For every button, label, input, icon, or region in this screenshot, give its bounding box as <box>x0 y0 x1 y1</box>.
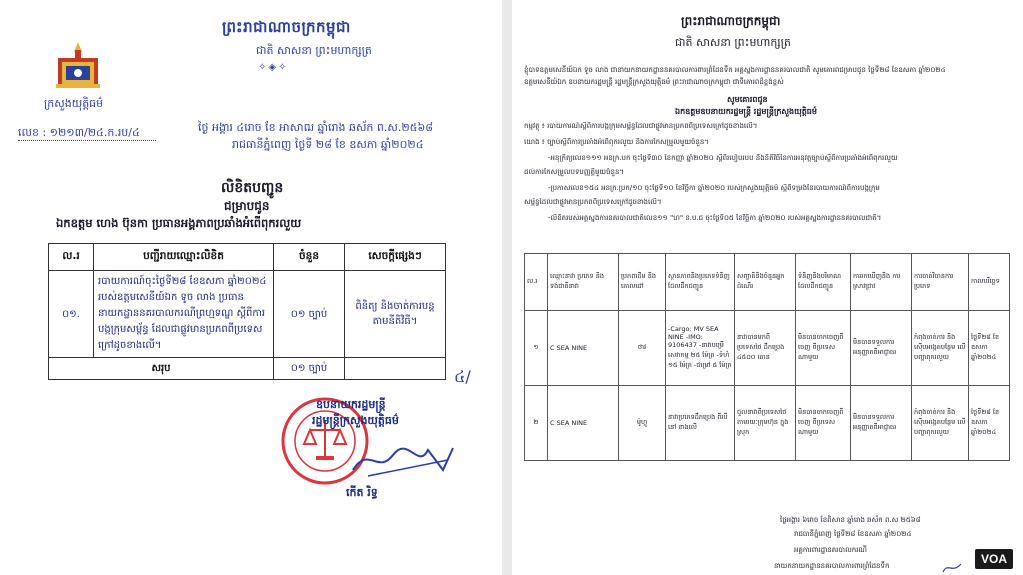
table-cell: មិនបានចាកចេញពីចេញ ពីប្រទេសណាមួយ <box>796 386 851 461</box>
table-cell: កំពុងចាត់ការ និងស៊ើបអង្កេតបន្ថែម លើបញ្ហាពុករលួយ <box>912 311 969 386</box>
reference-number: លេខ : ១២១៣/២៤.ក.រប/៤ <box>18 126 140 139</box>
col-header: ការរកឃើញនិង ការស្រាវជ្រាវ <box>851 254 912 311</box>
kingdom-heading: ព្រះរាជាណាចក្រកម្ពុជា <box>222 18 351 36</box>
table-cell: C SEA NINE <box>548 311 619 386</box>
signatory-name: កើត រិទ្ធ <box>346 486 378 499</box>
signatory-position: ឧបនាយករដ្ឋមន្ត្រី <box>316 398 386 411</box>
table-cell: ថ្ងៃទី២៨ ខែឧសភា ឆ្នាំ២០២៤ <box>969 386 1010 461</box>
recipient: ឯកឧត្តម ហេង ប៊ុនកា ប្រធានអង្គភាពប្រឆាំងអំពើពុករលួយ <box>56 216 302 230</box>
subject-line: កម្មវត្ថុ ៖ របាយការណ៍ស្តីពីការបង្កក្រុមសម្ព័ន្ធដែលជាផ្លូវមានប្រភពពីប្រទេសក្រៅដូចខាងលើ។ <box>524 122 758 130</box>
reference-line: -ប្រកាសលេខ១៥៤ អនក្រ.ប្រក/១០ ចុះថ្ងៃទី១០ ខែវិច្ឆិកា ឆ្នាំ២០២០ របស់ក្រសួងយុត្តិធម៌ ស្តីពីទម្រង់នៃរបាយការណ៍ពីការបង្កក្រុម <box>548 184 880 192</box>
row-description: របាយការណ៍ចុះថ្ងៃទី២៨ ខែឧសភា ឆ្នាំ២០២៤ របស់ឧត្តមសេនីយ៍ឯក ទូច លាង ប្រធាននាយកដ្ឋាននគរបាលករណីព្រហ្មទណ្ឌ ស្តីពីការបង្កក្រុមសម្ព័ន្ធ ដែលជាផ្លូវមានប្រភពពីប្រទេសក្រៅដូចខាងលើ។ <box>94 271 274 358</box>
total-label: សរុប <box>49 358 274 380</box>
col-header: សេចក្តីផ្សេងៗ <box>345 244 446 271</box>
col-header: ប្រភពដើម និងគោលដៅ <box>619 254 666 311</box>
col-header: ឈ្មោះនាវា ប្រភេទ និងទង់ជាតិនាវា <box>548 254 619 311</box>
table-cell: មិនបានចាកចេញពីចេញ ពីប្រទេសណាមួយ <box>796 311 851 386</box>
reference-underline <box>18 140 156 141</box>
vessel-table <box>524 253 1010 461</box>
table-cell: C SEA NINE <box>548 386 619 461</box>
table-cell: ម៉ូហ្គូ <box>619 386 666 461</box>
table-row <box>525 386 1010 461</box>
row-note: ពិនិត្យ និងចាត់ការបន្ត តាមនីតិវិធី។ <box>345 271 446 358</box>
table-cell: កំពុងចាត់ការ និងស៊ើបអង្កេតបន្ថែម លើបញ្ហាពុករលួយ <box>912 386 969 461</box>
reference-line: -លិខិតរបស់អគ្គស្នងការនគរបាលជាតិលេខ១១ "ហ" ន.ប.ជ ចុះថ្ងៃទី០៥ ខែវិច្ឆិកា ឆ្នាំ២០២០ របស់អគ្គស្នងការដ្ឋាននគរបាលជាតិ។ <box>548 214 882 222</box>
ministry-emblem-icon <box>52 40 104 92</box>
table-cell: -Cargo: MV SEA NINE -IMO: 9106437 -នាវាបម្រើសេវាកម្ម ២៥ ម៉ែត្រ -ទំហំ ១៥ ម៉ែត្រ -ជម្រៅ ៥ ម៉ែត្រ <box>666 311 735 386</box>
voa-logo: VOA <box>975 549 1013 569</box>
document-subtitle: ជម្រាបជូន <box>224 199 270 213</box>
col-header: ល.រ <box>49 244 94 271</box>
table-header-row <box>525 254 1010 311</box>
nation-motto: ជាតិ សាសនា ព្រះមហាក្សត្រ <box>256 44 372 57</box>
total-quantity: ០១ ច្បាប់ <box>274 358 345 380</box>
reference-line: ដល់ការកែសម្រួលបទបញ្ញត្តិមួយចំនួន។ <box>524 168 625 176</box>
document-divider <box>502 0 512 575</box>
table-cell: នាវាបានមកពីប្រទេសថៃ ដឹកប្រេង ៤៥០០ តោន <box>735 311 796 386</box>
reference-line: -អនុក្រឹត្យលេខ១១១ អនក្រ.បក ចុះថ្ងៃទី៣០ ខែកញ្ញា ឆ្នាំ២០២០ ស្តីពីរបៀបរបប និងនីតិវិធីនៃការអនុវត្តច្បាប់ស្តីពីការប្រឆាំងអំពើពុករលួយ <box>548 154 898 162</box>
reference-line: យោង ៖ ច្បាប់ស្តីពីការប្រឆាំងអំពើពុករលួយ និងការកែសម្រួលមួយចំនួន។ <box>524 138 709 146</box>
footer-lunar-date: ថ្ងៃអង្គារ ៦រោច ខែពិសាខ ឆ្នាំរោង ឆស័ក ព.ស ២៥៦៨ <box>780 516 921 524</box>
table-row <box>525 311 1010 386</box>
table-cell: ថ្ងៃទី២៨ ខែឧសភា ឆ្នាំ២០២៤ <box>969 311 1010 386</box>
kingdom-heading: ព្រះរាជាណាចក្រកម្ពុជា <box>681 14 781 28</box>
reference-line: សម្ព័ន្ធដែលជាផ្លូវមានប្រភពពីប្រទេសក្រៅដូចខាងលើ។ <box>524 198 662 206</box>
col-header: ចំនួន <box>274 244 345 271</box>
col-header: ទំនិញនិងបរិមាណ ដែលដឹកជញ្ជូន <box>796 254 851 311</box>
table-cell: នាវាប្រភេទដឹកប្រេង ពីរបីនៅ ខាងលើ <box>666 386 735 461</box>
table-cell: មិនបានទទួលការអនុញ្ញាតពីអាជ្ញាធរ <box>851 311 912 386</box>
row-quantity: ០១ ច្បាប់ <box>274 271 345 358</box>
footer-signatory-name: នាយកនាយកដ្ឋាននគរបាលការពារព្រំដែនទឹក <box>774 562 890 570</box>
solar-date: រាជធានីភ្នំពេញ ថ្ងៃទី ២៨ ខែ ឧសភា ឆ្នាំ២០២៤ <box>232 138 424 151</box>
col-header: ល.រ <box>525 254 548 311</box>
nation-motto: ជាតិ សាសនា ព្រះមហាក្សត្រ <box>675 36 791 49</box>
total-row <box>49 358 446 380</box>
transmittal-letter <box>0 0 502 575</box>
row-number: ០១. <box>49 271 94 358</box>
signature-icon <box>942 562 962 574</box>
table-cell: ថាវ <box>619 311 666 386</box>
intro-line: ខ្ញុំបាទឧត្តមសេនីយ៍ឯក ទូច លាង ជានាយកនាយកដ្ឋាននគរបាលការពារព្រំដែនទឹក អគ្គស្នងការដ្ឋាននគរបាលជាតិ សូមគោរពជម្រាបជូន ថ្ងៃទី២៨ ខែឧសភា ឆ្នាំ២០២៤ <box>524 66 946 74</box>
report-heading: សូមគោរពជូន <box>727 95 768 104</box>
intro-line: ឧត្តមសេនីយ៍ឯក ឧបនាយករដ្ឋមន្ត្រី រដ្ឋមន្ត្រីក្រសួងយុត្តិធម៌ ព្រះរាជាណាចក្រកម្ពុជា ជាទីគោរពដ៏ខ្ពង់ខ្ពស់ <box>524 78 784 86</box>
table-header-row <box>49 244 446 271</box>
footer-solar-date: រាជធានីភ្នំពេញ ថ្ងៃទី២៨ ខែឧសភា ឆ្នាំ២០២៤ <box>794 530 912 538</box>
signatory-ministry: រដ្ឋមន្ត្រីក្រសួងយុត្តិធម៌ <box>312 414 399 427</box>
col-header: បញ្ជីរាយឈ្មោះលិខិត <box>94 244 274 271</box>
ornament: ✧◈✧ <box>258 62 289 73</box>
document-title: លិខិតបញ្ជូន <box>221 180 284 196</box>
col-header: ស្ថានភាពនិងប្រភេទទំនិញ ដែលដឹកជញ្ជូន <box>666 254 735 311</box>
lunar-date: ថ្ងៃ អង្គារ ៤រោច ខែ អាសាឍ ឆ្នាំរោង ឆស័ក ព.ស.២៥៦៨ <box>198 121 434 134</box>
transmittal-table <box>48 243 446 380</box>
col-header: សញ្ជាតិនិងចំនួនអ្នក ដំណើរ <box>735 254 796 311</box>
col-header: ការចាត់វិធានការ ប្រភេទ <box>912 254 969 311</box>
police-report <box>512 0 1023 575</box>
ministry-name: ក្រសួងយុត្តិធម៌ <box>44 97 104 110</box>
page-mark: ៤/ <box>454 367 471 386</box>
table-cell: ១ <box>525 311 548 386</box>
report-addressee: ឯកឧត្តមឧបនាយករដ្ឋមន្ត្រី រដ្ឋមន្ត្រីក្រសួងយុត្តិធម៌ <box>675 107 817 116</box>
table-cell: ជួលនាវាពីប្រទេសថៃ តាមរយៈក្រុមហ៊ុន ក្នុងស្រុក <box>735 386 796 461</box>
table-cell: មិនបានទទួលការអនុញ្ញាតពីអាជ្ញាធរ <box>851 386 912 461</box>
col-header: កាលបរិច្ឆេទ <box>969 254 1010 311</box>
footer-signatory-title: អគ្គការពារដ្ឋានគរបាលករណី <box>794 546 867 554</box>
table-cell: ២ <box>525 386 548 461</box>
table-row <box>49 271 446 358</box>
signature-icon <box>348 440 458 480</box>
